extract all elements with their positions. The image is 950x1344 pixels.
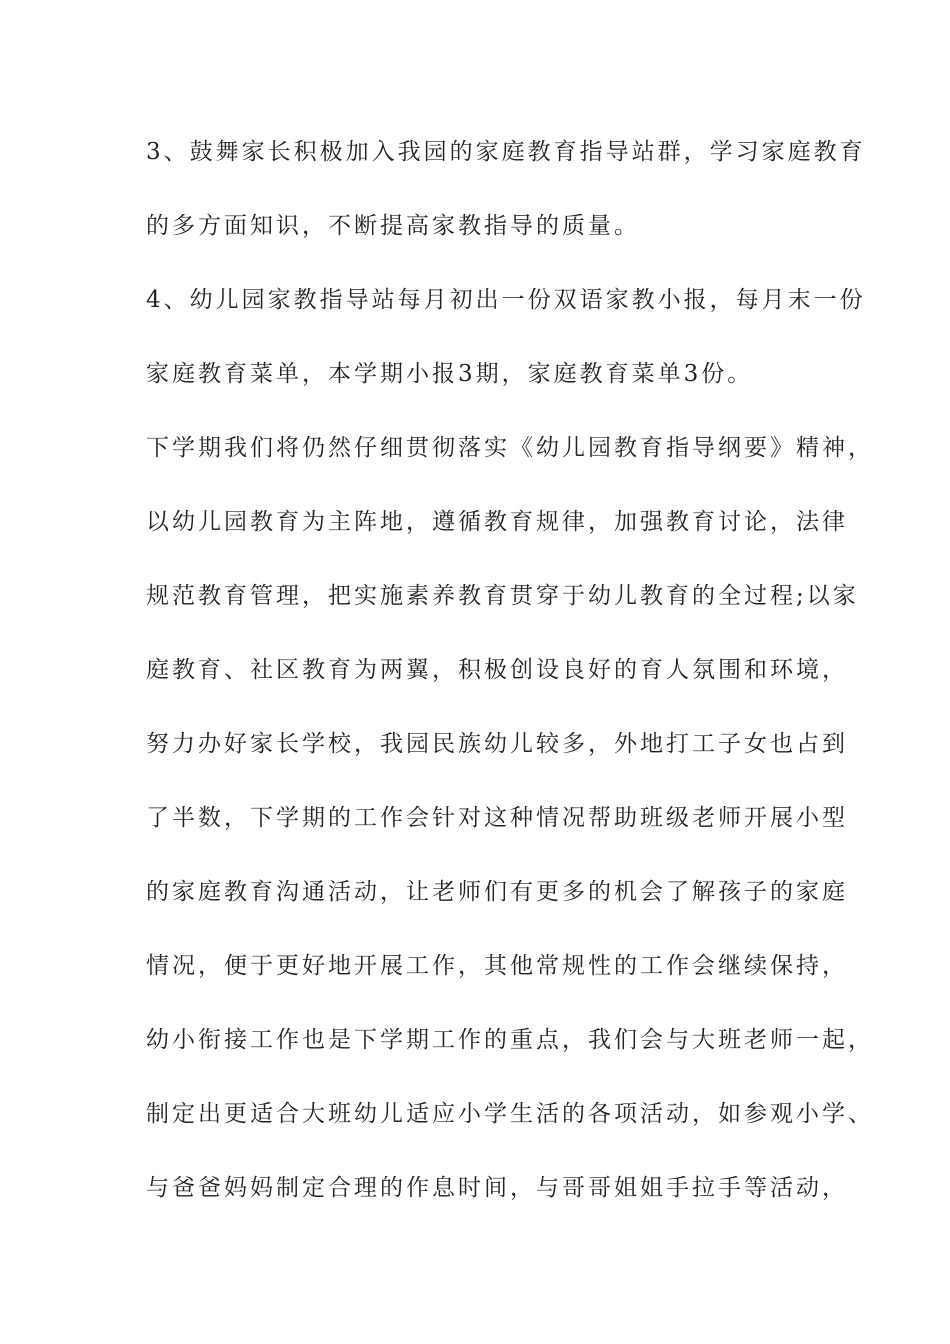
text-line-7: 规范教育管理，把实施素养教育贯穿于幼儿教育的全过程;以家	[146, 583, 859, 609]
text-line-1: 3、鼓舞家长积极加入我园的家庭教育指导站群，学习家庭教育	[146, 139, 866, 165]
text-line-14: 制定出更适合大班幼儿适应小学生活的各项活动，如参观小学、	[146, 1101, 874, 1127]
text-line-9: 努力办好家长学校，我园民族幼儿较多，外地打工子女也占到	[146, 731, 848, 757]
text-line-6: 以幼儿园教育为主阵地，遵循教育规律，加强教育讨论，法律	[146, 509, 848, 535]
text-line-10: 了半数，下学期的工作会针对这种情况帮助班级老师开展小型	[146, 805, 848, 831]
text-line-12: 情况，便于更好地开展工作，其他常规性的工作会继续保持，	[146, 953, 848, 979]
text-line-8: 庭教育、社区教育为两翼，积极创设良好的育人氛围和环境，	[146, 657, 848, 683]
text-line-2: 的多方面知识，不断提高家教指导的质量。	[146, 213, 640, 239]
text-line-4: 家庭教育菜单，本学期小报3期，家庭教育菜单3份。	[146, 361, 754, 387]
text-line-11: 的家庭教育沟通活动，让老师们有更多的机会了解孩子的家庭	[146, 879, 848, 905]
text-line-13: 幼小衔接工作也是下学期工作的重点，我们会与大班老师一起，	[146, 1027, 874, 1053]
text-line-3: 4、幼儿园家教指导站每月初出一份双语家教小报，每月末一份	[146, 287, 866, 313]
text-line-15: 与爸爸妈妈制定合理的作息时间，与哥哥姐姐手拉手等活动，	[146, 1175, 848, 1201]
text-line-5: 下学期我们将仍然仔细贯彻落实《幼儿园教育指导纲要》精神，	[146, 435, 874, 461]
